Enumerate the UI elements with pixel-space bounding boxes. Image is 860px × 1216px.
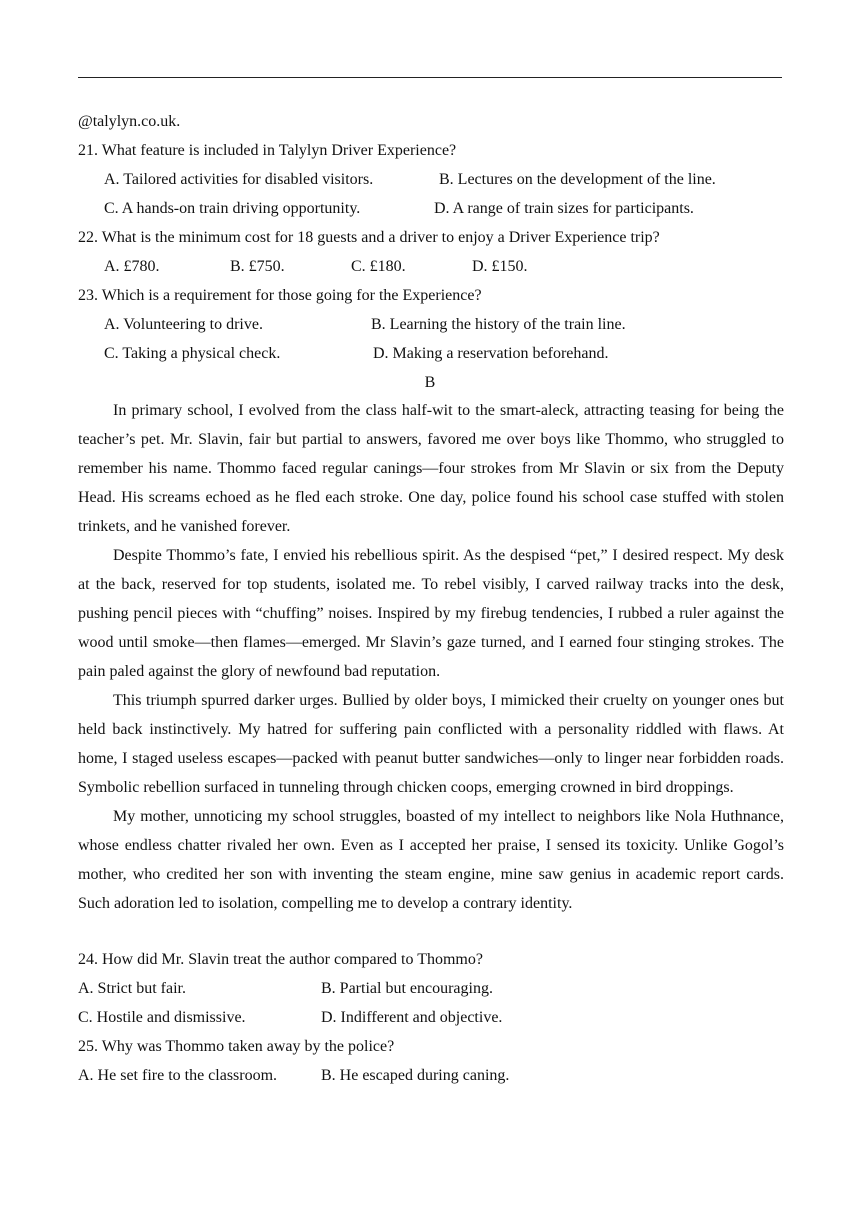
- q24-option-d: D. Indifferent and objective.: [321, 1009, 503, 1026]
- q25-option-a: A. He set fire to the classroom.: [78, 1067, 278, 1084]
- q22-option-a: A. £780.: [104, 258, 160, 275]
- q21-option-d: D. A range of train sizes for participants.: [434, 200, 694, 217]
- q22-option-b: B. £750.: [230, 258, 285, 275]
- q24-option-b: B. Partial but encouraging.: [321, 980, 493, 997]
- q24-option-a: A. Strict but fair.: [78, 980, 186, 997]
- question-22-stem: 22. What is the minimum cost for 18 guests and a driver to enjoy a Driver Experience trip?: [78, 229, 660, 246]
- passage-paragraph: This triumph spurred darker urges. Bullied by older boys, I mimicked their cruelty on younger ones but held back instinctively. My hatred for suffering pain conflicted with a personality riddled with flaws. At home, I staged useless escapes—packed with peanut butter sandwiches—only to linger near forbidden roads. Symbolic rebellion surfaced in tunneling through chicken coops, emerging crowned in bird droppings.: [78, 692, 784, 796]
- q23-option-b: B. Learning the history of the train line.: [371, 316, 626, 333]
- passage-paragraph: My mother, unnoticing my school struggles, boasted of my intellect to neighbors like Nola Huthnance, whose endless chatter rivaled her own. Even as I accepted her praise, I sensed its toxicity. Unlike Gogol’s mother, who credited her son with inventing the steam engine, mine saw genius in academic report cards. Such adoration led to isolation, compelling me to develop a contrary identity.: [78, 808, 784, 912]
- q24-option-c: C. Hostile and dismissive.: [78, 1009, 246, 1026]
- q21-option-b: B. Lectures on the development of the line.: [439, 171, 716, 188]
- passage-paragraph: In primary school, I evolved from the class half-wit to the smart-aleck, attracting teasing for being the teacher’s pet. Mr. Slavin, fair but partial to answers, favored me over boys like Thommo, who struggled to remember his name. Thommo faced regular canings—four strokes from Mr Slavin or six from the Deputy Head. His screams echoed as he fled each stroke. One day, police found his school case stuffed with stolen trinkets, and he vanished forever.: [78, 402, 784, 535]
- email-fragment: @talylyn.co.uk.: [78, 113, 181, 130]
- q21-option-a: A. Tailored activities for disabled visitors.: [104, 171, 374, 188]
- question-24-stem: 24. How did Mr. Slavin treat the author compared to Thommo?: [78, 951, 483, 968]
- section-label: B: [424, 374, 436, 391]
- header-rule: [78, 77, 782, 78]
- q25-option-b: B. He escaped during caning.: [321, 1067, 510, 1084]
- q22-option-c: C. £180.: [351, 258, 406, 275]
- q23-option-c: C. Taking a physical check.: [104, 345, 281, 362]
- passage-b: [78, 396, 784, 918]
- q21-option-c: C. A hands-on train driving opportunity.: [104, 200, 361, 217]
- q23-option-d: D. Making a reservation beforehand.: [373, 345, 609, 362]
- q22-option-d: D. £150.: [472, 258, 528, 275]
- q23-option-a: A. Volunteering to drive.: [104, 316, 263, 333]
- question-25-stem: 25. Why was Thommo taken away by the police?: [78, 1038, 395, 1055]
- question-21-stem: 21. What feature is included in Talylyn Driver Experience?: [78, 142, 457, 159]
- question-23-stem: 23. Which is a requirement for those going for the Experience?: [78, 287, 482, 304]
- passage-paragraph: Despite Thommo’s fate, I envied his rebellious spirit. As the despised “pet,” I desired respect. My desk at the back, reserved for top students, isolated me. To rebel visibly, I carved railway tracks into the desk, pushing pencil pieces with “chuffing” noises. Inspired by my firebug tendencies, I rubbed a ruler against the wood until smoke—then flames—emerged. Mr Slavin’s gaze turned, and I earned four stinging strokes. The pain paled against the glory of newfound bad reputation.: [78, 547, 784, 680]
